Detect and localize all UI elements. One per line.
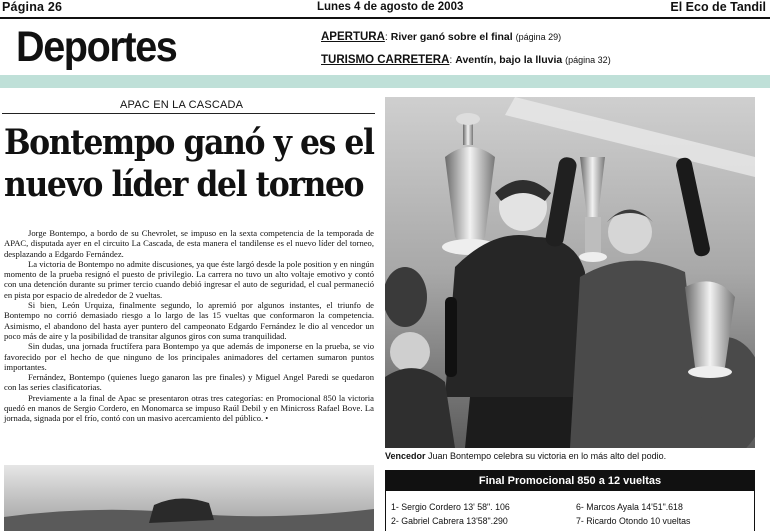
headline-line-2: nuevo líder del torneo [4, 164, 364, 205]
teaser-text: Aventín, bajo la lluvia [455, 54, 563, 66]
article-paragraph: Previamente a la final de Apac se presentaron otras tres categorías: en Promocional 850 la victoria quedó en manos de Sergio Cordero, en Monomarca se impuso Raúl Debil y en Minicross Rafael Bove. La jornada, signada por el frío, contó con un masivo acercamiento del público. • [4, 392, 374, 424]
results-column-right [576, 500, 690, 528]
color-band [0, 75, 770, 88]
teaser-key: TURISMO CARRETERA [321, 54, 450, 66]
result-row: 7- Ricardo Otondo 10 vueltas [576, 516, 691, 526]
results-columns [386, 491, 754, 531]
article-paragraph: Si bien, León Urquiza, finalmente segundo, lo apremió por algunos instantes, el triunfo de Bontempo no corrió demasiado riesgo a lo largo de las 15 vueltas que conformaron la competencia. Asimismo, el abandono del hasta ayer puntero del campeonato Edgardo Fernández le dio al vencedor un poco más de aire y la posibilidad de transitar algunos giros con suma tranquilidad. [4, 300, 374, 341]
podium-photo [385, 97, 755, 448]
teaser-page: (página 29) [515, 32, 562, 42]
photo-caption [385, 451, 765, 461]
issue-date: Lunes 4 de agosto de 2003 [317, 1, 464, 13]
secondary-photo-image [4, 465, 374, 531]
page-number: Página 26 [2, 0, 63, 14]
podium-photo-image [385, 97, 755, 448]
page-header [0, 0, 770, 17]
teaser-key: APERTURA [321, 31, 385, 43]
result-row: 2- Gabriel Cabrera 13'58".290 [391, 516, 508, 526]
article-kicker: APAC EN LA CASCADA [120, 99, 244, 111]
article-paragraph: Jorge Bontempo, a bordo de su Chevrolet, se impuso en la sexta competencia de la temporada de APAC, disputada ayer en el circuito La Cascada, de esta manera el tandilense es el nuevo líder del torneo, desplazando a Edgardo Fernández. [4, 228, 374, 259]
kicker-rule [2, 113, 375, 114]
secondary-photo [4, 465, 374, 531]
teaser-apertura[interactable] [321, 31, 561, 43]
results-table [385, 470, 755, 531]
article-paragraph: La victoria de Bontempo no admite discusiones, ya que éste largó desde la pole position y en ningún momento de la prueba resignó el puesto de privilegio. La carrera no tuvo un alto voltaje emotivo y contó con una detención durante su primer tercio cuando debió ingresar el auto de seguridad, el cual permaneció en pista por espacio de alrededor de 2 vueltas. [4, 258, 374, 300]
section-title: Deportes [16, 23, 177, 71]
teaser-page: (página 32) [565, 55, 611, 65]
teaser-separator: : [384, 31, 391, 43]
result-row: 1- Sergio Cordero 13' 58". 106 [391, 502, 510, 512]
caption-bold: Vencedor [385, 451, 426, 461]
article-paragraph: Fernández, Bontempo (quienes luego ganaron las pre finales) y Miguel Angel Paredi se quedaron con las series clasificatorias. [4, 372, 374, 393]
article-paragraph: Sin dudas, una jornada fructífera para Bontempo ya que además de imponerse en la prueba, se vio favorecido por el hecho de que ninguno de los principales animadores del certamen sumaron puntos importantes. [4, 341, 374, 372]
results-column-left [391, 500, 510, 528]
caption-text: Juan Bontempo celebra su victoria en lo más alto del podio. [425, 451, 667, 461]
teaser-separator: : [449, 54, 456, 66]
teaser-turismo-carretera[interactable] [321, 54, 611, 66]
result-row: 6- Marcos Ayala 14'51".618 [576, 502, 683, 512]
header-rule [0, 17, 770, 19]
article-headline [4, 122, 374, 206]
headline-line-1: Bontempo ganó y es el [4, 122, 374, 163]
teaser-text: River ganó sobre el final [390, 31, 513, 43]
results-title: Final Promocional 850 a 12 vueltas [386, 471, 754, 491]
newspaper-name: El Eco de Tandil [670, 0, 766, 14]
article-body [4, 228, 374, 424]
